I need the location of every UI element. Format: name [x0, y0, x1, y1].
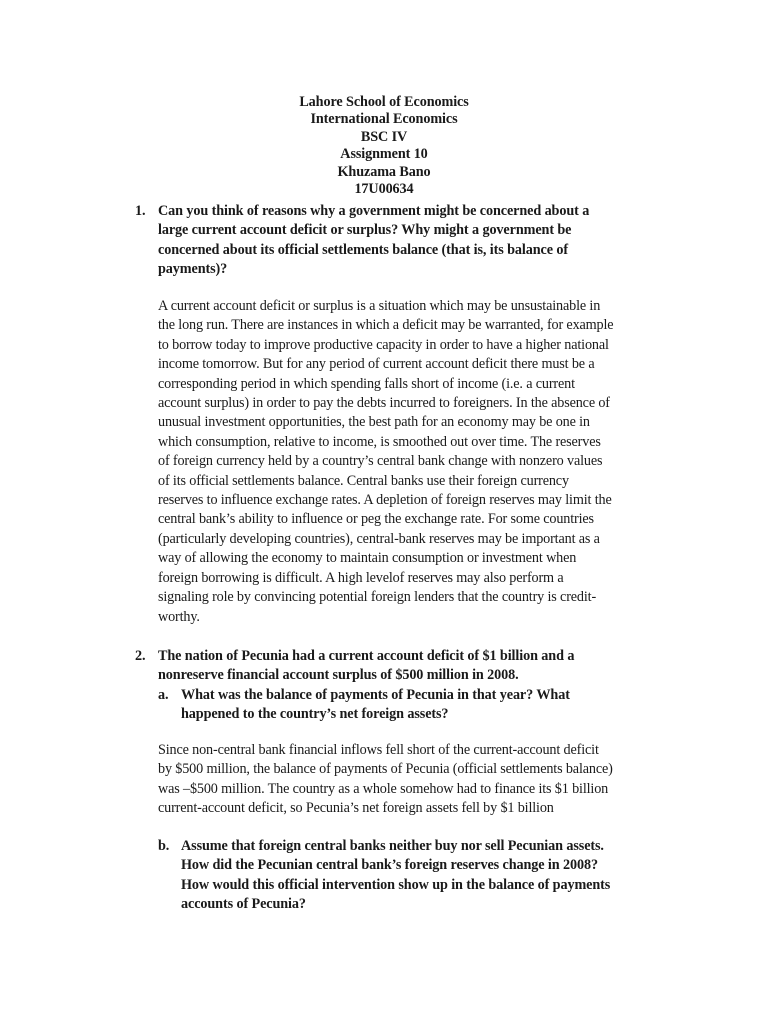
answer-line: (particularly developing countries), central-bank reserves may be important as a [158, 530, 600, 547]
part-text [181, 686, 570, 725]
part-line: accounts of Pecunia? [181, 896, 306, 913]
question-line: payments)? [158, 261, 228, 278]
answer-line: A current account deficit or surplus is a situation which may be unsustainable in [158, 298, 601, 314]
question-number: 1. [135, 203, 146, 219]
question-number: 2. [135, 648, 146, 664]
answer-line: which consumption, relative to income, is smoothed out over time. The reserves [158, 433, 601, 450]
answer-line: current-account deficit, so Pecunia’s net foreign assets fell by $1 billion [158, 800, 554, 817]
answer-line: to borrow today to improve productive capacity in order to have a higher national [158, 336, 609, 353]
answer-2a [158, 741, 613, 819]
answer-line: of its official settlements balance. Central banks use their foreign currency [158, 472, 569, 489]
course-name: International Economics [310, 111, 458, 128]
answer-line: income tomorrow. But for any period of current account deficit there must be a [158, 356, 595, 373]
question-line: large current account deficit or surplus? Why might a government be [158, 222, 572, 239]
student-name: Khuzama Bano [337, 163, 431, 180]
document-header [0, 94, 768, 198]
question-line: The nation of Pecunia had a current account deficit of $1 billion and a [158, 648, 575, 664]
answer-line: way of allowing the economy to maintain consumption or investment when [158, 550, 577, 567]
answer-line: reserves to influence exchange rates. A depletion of foreign reserves may limit the [158, 492, 612, 509]
question-line: Can you think of reasons why a government might be concerned about a [158, 203, 590, 219]
question-line: nonreserve financial account surplus of $500 million in 2008. [158, 667, 519, 684]
part-line: How did the Pecunian central bank’s foreign reserves change in 2008? [181, 857, 598, 874]
school-name: Lahore School of Economics [299, 94, 469, 110]
part-line: What was the balance of payments of Pecunia in that year? What [181, 687, 570, 703]
answer-line: signaling role by convincing potential foreign lenders that the country is credit- [158, 589, 597, 606]
answer-line: corresponding period in which spending falls short of income (i.e. a current [158, 375, 575, 392]
part-letter: b. [158, 838, 170, 854]
part-letter: a. [158, 687, 169, 703]
answer-line: was –$500 million. The country as a whole somehow had to finance its $1 billion [158, 780, 609, 797]
part-line: happened to the country’s net foreign assets? [181, 706, 449, 723]
question-text [158, 647, 574, 686]
student-id: 17U00634 [354, 181, 414, 198]
part-text [181, 837, 610, 915]
answer-1 [158, 297, 613, 627]
question-text [158, 202, 589, 280]
answer-line: account surplus) in order to pay the debts incurred to foreigners. In the absence of [158, 395, 610, 412]
answer-line: the long run. There are instances in which a deficit may be warranted, for example [158, 317, 614, 334]
answer-line: unusual investment opportunities, the best path for an economy may be one in [158, 414, 590, 431]
answer-line: of foreign currency held by a country’s central bank change with nonzero values [158, 453, 603, 470]
answer-line: central bank’s ability to influence or peg the exchange rate. For some countries [158, 511, 594, 528]
program-name: BSC IV [360, 128, 408, 145]
answer-line: foreign borrowing is difficult. A high levelof reserves may also perform a [158, 569, 564, 586]
assignment-title: Assignment 10 [340, 146, 428, 163]
part-line: How would this official intervention show up in the balance of payments [181, 876, 611, 893]
part-line: Assume that foreign central banks neither buy nor sell Pecunian assets. [181, 838, 604, 854]
answer-line: worthy. [158, 608, 200, 625]
answer-line: by $500 million, the balance of payments of Pecunia (official settlements balance) [158, 761, 613, 778]
answer-line: Since non-central bank financial inflows fell short of the current-account deficit [158, 742, 599, 758]
question-line: concerned about its official settlements balance (that is, its balance of [158, 241, 568, 258]
